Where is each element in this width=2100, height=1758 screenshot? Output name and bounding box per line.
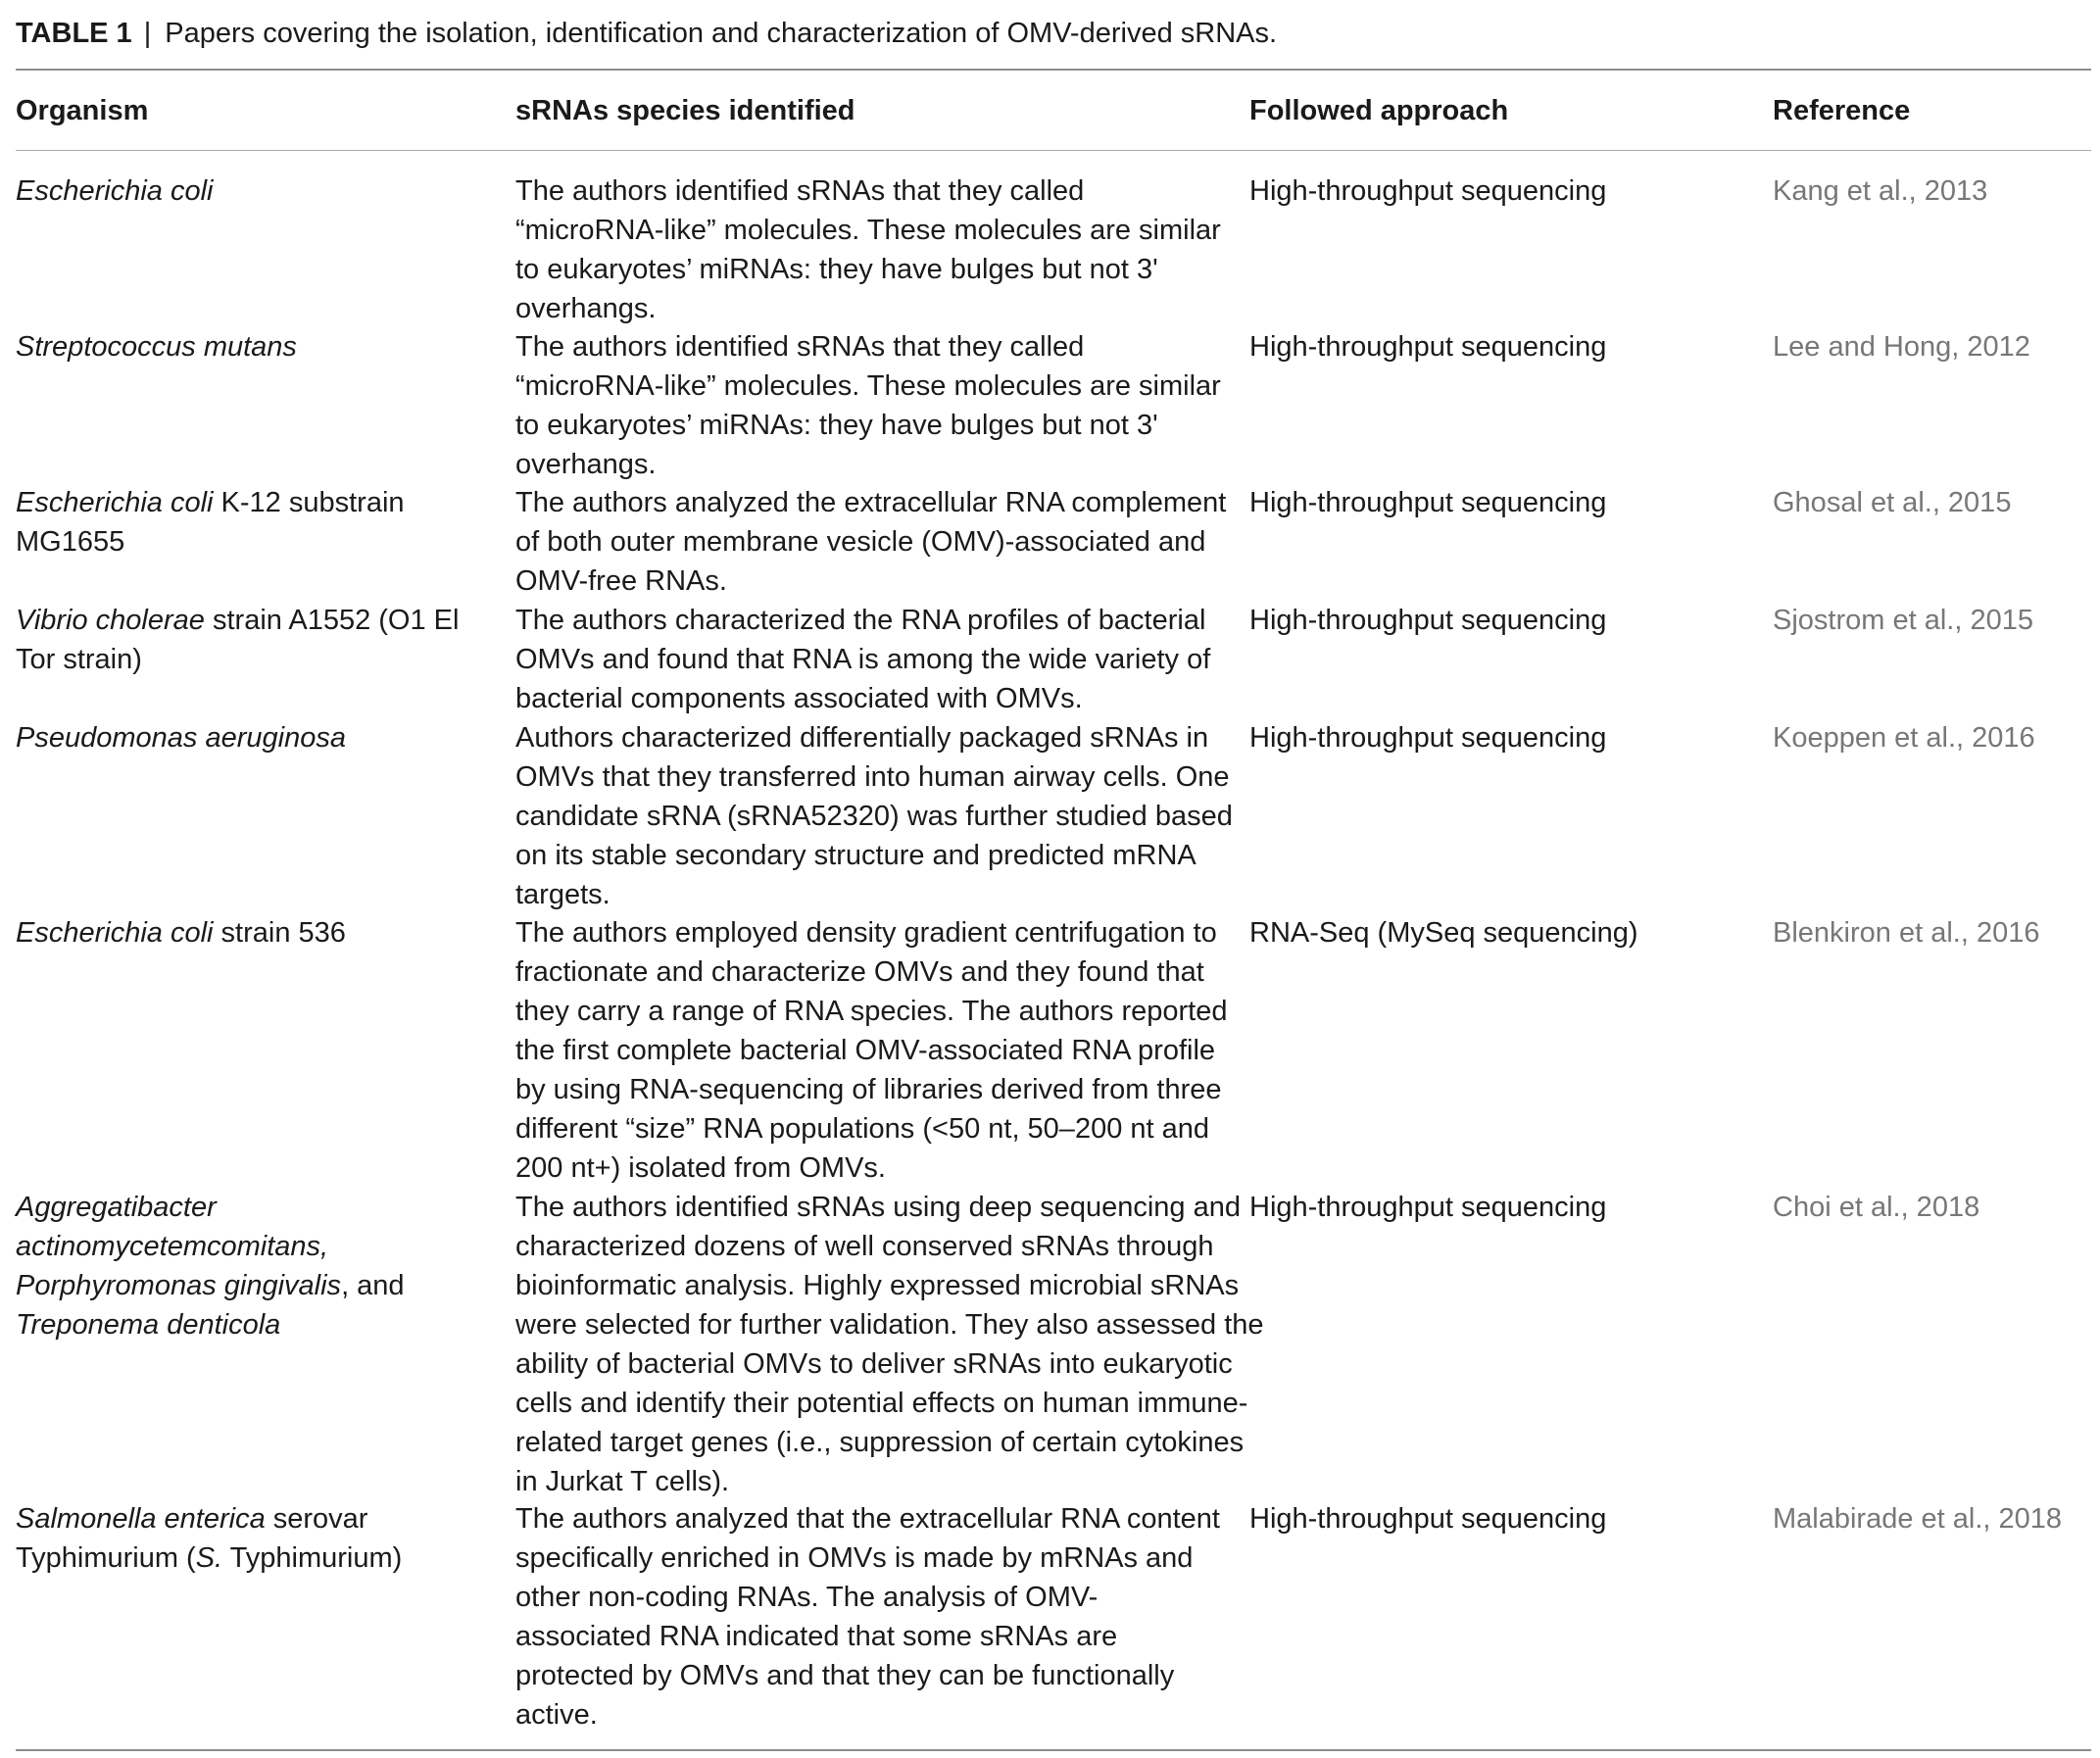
organism-cell bbox=[16, 327, 476, 366]
description-line: to eukaryotes’ miRNAs: they have bulges but not 3' bbox=[515, 410, 1158, 441]
organism-text: Tor strain) bbox=[16, 644, 142, 675]
approach-cell: High-throughput sequencing bbox=[1249, 487, 1607, 518]
description-line: The authors identified sRNAs using deep sequencing and bbox=[515, 1192, 1241, 1223]
approach-cell: High-throughput sequencing bbox=[1249, 1503, 1607, 1535]
description-line: The authors characterized the RNA profiles of bacterial bbox=[515, 605, 1206, 636]
description-line: related target genes (i.e., suppression of certain cytokines bbox=[515, 1427, 1245, 1458]
organism-species-name: Escherichia coli bbox=[16, 487, 214, 518]
organism-text: strain A1552 (O1 El bbox=[204, 605, 460, 636]
description-line: 200 nt+) isolated from OMVs. bbox=[515, 1152, 886, 1184]
reference-link[interactable]: Blenkiron et al., 2016 bbox=[1773, 917, 2040, 949]
description-line: characterized dozens of well conserved sRNAs through bbox=[515, 1231, 1214, 1262]
srna-description-cell bbox=[515, 483, 1226, 601]
organism-cell bbox=[16, 483, 476, 562]
srna-description-cell bbox=[515, 171, 1226, 328]
organism-text: strain 536 bbox=[213, 917, 346, 949]
approach-cell: High-throughput sequencing bbox=[1249, 722, 1607, 754]
reference-link[interactable]: Choi et al., 2018 bbox=[1773, 1192, 1980, 1223]
organism-cell bbox=[16, 913, 476, 952]
description-line: the first complete bacterial OMV-associated RNA profile bbox=[515, 1035, 1216, 1066]
description-line: “microRNA-like” molecules. These molecules are similar bbox=[515, 370, 1221, 402]
table-caption bbox=[16, 14, 1277, 53]
approach-cell: High-throughput sequencing bbox=[1249, 331, 1607, 363]
reference-link[interactable]: Ghosal et al., 2015 bbox=[1773, 487, 2012, 518]
srna-description-cell bbox=[515, 601, 1226, 718]
organism-species-name: S. bbox=[195, 1542, 223, 1574]
srna-description-cell bbox=[515, 1188, 1264, 1501]
description-line: The authors identified sRNAs that they called bbox=[515, 331, 1085, 363]
srna-description-cell bbox=[515, 1499, 1226, 1734]
description-line: bacterial components associated with OMVs. bbox=[515, 683, 1083, 714]
column-header-organism: Organism bbox=[16, 95, 149, 126]
description-line: overhangs. bbox=[515, 293, 657, 324]
organism-species-name: Pseudomonas aeruginosa bbox=[16, 722, 346, 754]
description-line: cells and identify their potential effects on human immune- bbox=[515, 1388, 1248, 1419]
reference-link[interactable]: Kang et al., 2013 bbox=[1773, 175, 1988, 207]
caption-text: Papers covering the isolation, identification and characterization of OMV-derived sRNAs. bbox=[165, 18, 1278, 49]
approach-cell: High-throughput sequencing bbox=[1249, 1192, 1607, 1223]
caption-label: TABLE 1 bbox=[16, 18, 132, 49]
organism-cell bbox=[16, 718, 476, 757]
organism-text: serovar bbox=[265, 1503, 368, 1535]
description-line: to eukaryotes’ miRNAs: they have bulges but not 3' bbox=[515, 254, 1158, 285]
organism-text: K-12 substrain bbox=[213, 487, 405, 518]
approach-cell: High-throughput sequencing bbox=[1249, 175, 1607, 207]
description-line: other non-coding RNAs. The analysis of OMV- bbox=[515, 1582, 1099, 1613]
description-line: of both outer membrane vesicle (OMV)-associated and bbox=[515, 526, 1206, 558]
description-line: ability of bacterial OMVs to deliver sRNAs into eukaryotic bbox=[515, 1348, 1233, 1380]
organism-cell bbox=[16, 601, 476, 679]
organism-text: , and bbox=[341, 1270, 405, 1301]
column-header-reference: Reference bbox=[1773, 95, 1911, 126]
description-line: were selected for further validation. They also assessed the bbox=[515, 1309, 1264, 1341]
organism-cell bbox=[16, 1499, 476, 1578]
organism-species-name: Vibrio cholerae bbox=[16, 605, 205, 636]
description-line: The authors employed density gradient centrifugation to bbox=[515, 917, 1217, 949]
organism-species-name: Porphyromonas gingivalis bbox=[16, 1270, 342, 1301]
organism-species-name: Streptococcus mutans bbox=[16, 331, 297, 363]
organism-species-name: Aggregatibacter bbox=[16, 1192, 217, 1223]
organism-cell bbox=[16, 1188, 476, 1344]
column-header-approach: Followed approach bbox=[1249, 95, 1509, 126]
organism-text: Typhimurium) bbox=[222, 1542, 403, 1574]
description-line: overhangs. bbox=[515, 449, 657, 480]
header-rule bbox=[16, 150, 2091, 151]
description-line: OMVs that they transferred into human airway cells. One bbox=[515, 761, 1230, 793]
reference-link[interactable]: Malabirade et al., 2018 bbox=[1773, 1503, 2063, 1535]
column-header-srnas: sRNAs species identified bbox=[515, 95, 855, 126]
srna-description-cell bbox=[515, 718, 1233, 914]
srna-description-cell bbox=[515, 913, 1226, 1188]
organism-species-name: Treponema denticola bbox=[16, 1309, 281, 1341]
organism-cell bbox=[16, 171, 476, 211]
description-line: “microRNA-like” molecules. These molecules are similar bbox=[515, 215, 1221, 246]
srna-description-cell bbox=[515, 327, 1226, 484]
approach-cell: RNA-Seq (MySeq sequencing) bbox=[1249, 917, 1638, 949]
approach-cell: High-throughput sequencing bbox=[1249, 605, 1607, 636]
description-line: candidate sRNA (sRNA52320) was further studied based bbox=[515, 801, 1233, 832]
description-line: fractionate and characterize OMVs and they found that bbox=[515, 956, 1204, 988]
description-line: on its stable secondary structure and predicted mRNA bbox=[515, 840, 1197, 871]
description-line: they carry a range of RNA species. The authors reported bbox=[515, 996, 1228, 1027]
organism-species-name: actinomycetemcomitans, bbox=[16, 1231, 329, 1262]
organism-text: Typhimurium ( bbox=[16, 1542, 196, 1574]
description-line: specifically enriched in OMVs is made by mRNAs and bbox=[515, 1542, 1194, 1574]
description-line: active. bbox=[515, 1699, 598, 1731]
top-rule bbox=[16, 69, 2091, 71]
reference-link[interactable]: Koeppen et al., 2016 bbox=[1773, 722, 2035, 754]
description-line: associated RNA indicated that some sRNAs are bbox=[515, 1621, 1118, 1652]
caption-separator: | bbox=[143, 18, 152, 49]
reference-link[interactable]: Sjostrom et al., 2015 bbox=[1773, 605, 2033, 636]
description-line: The authors analyzed that the extracellular RNA content bbox=[515, 1503, 1220, 1535]
description-line: The authors analyzed the extracellular RNA complement bbox=[515, 487, 1227, 518]
organism-text: MG1655 bbox=[16, 526, 125, 558]
bottom-rule bbox=[16, 1749, 2091, 1751]
description-line: OMV-free RNAs. bbox=[515, 565, 727, 597]
organism-species-name: Salmonella enterica bbox=[16, 1503, 266, 1535]
description-line: bioinformatic analysis. Highly expressed microbial sRNAs bbox=[515, 1270, 1240, 1301]
description-line: The authors identified sRNAs that they called bbox=[515, 175, 1085, 207]
description-line: targets. bbox=[515, 879, 610, 910]
reference-link[interactable]: Lee and Hong, 2012 bbox=[1773, 331, 2030, 363]
description-line: in Jurkat T cells). bbox=[515, 1466, 730, 1497]
organism-species-name: Escherichia coli bbox=[16, 175, 214, 207]
description-line: Authors characterized differentially packaged sRNAs in bbox=[515, 722, 1209, 754]
organism-species-name: Escherichia coli bbox=[16, 917, 214, 949]
description-line: OMVs and found that RNA is among the wide variety of bbox=[515, 644, 1211, 675]
description-line: by using RNA-sequencing of libraries derived from three bbox=[515, 1074, 1222, 1105]
description-line: different “size” RNA populations (<50 nt, 50–200 nt and bbox=[515, 1113, 1210, 1145]
description-line: protected by OMVs and that they can be functionally bbox=[515, 1660, 1175, 1691]
